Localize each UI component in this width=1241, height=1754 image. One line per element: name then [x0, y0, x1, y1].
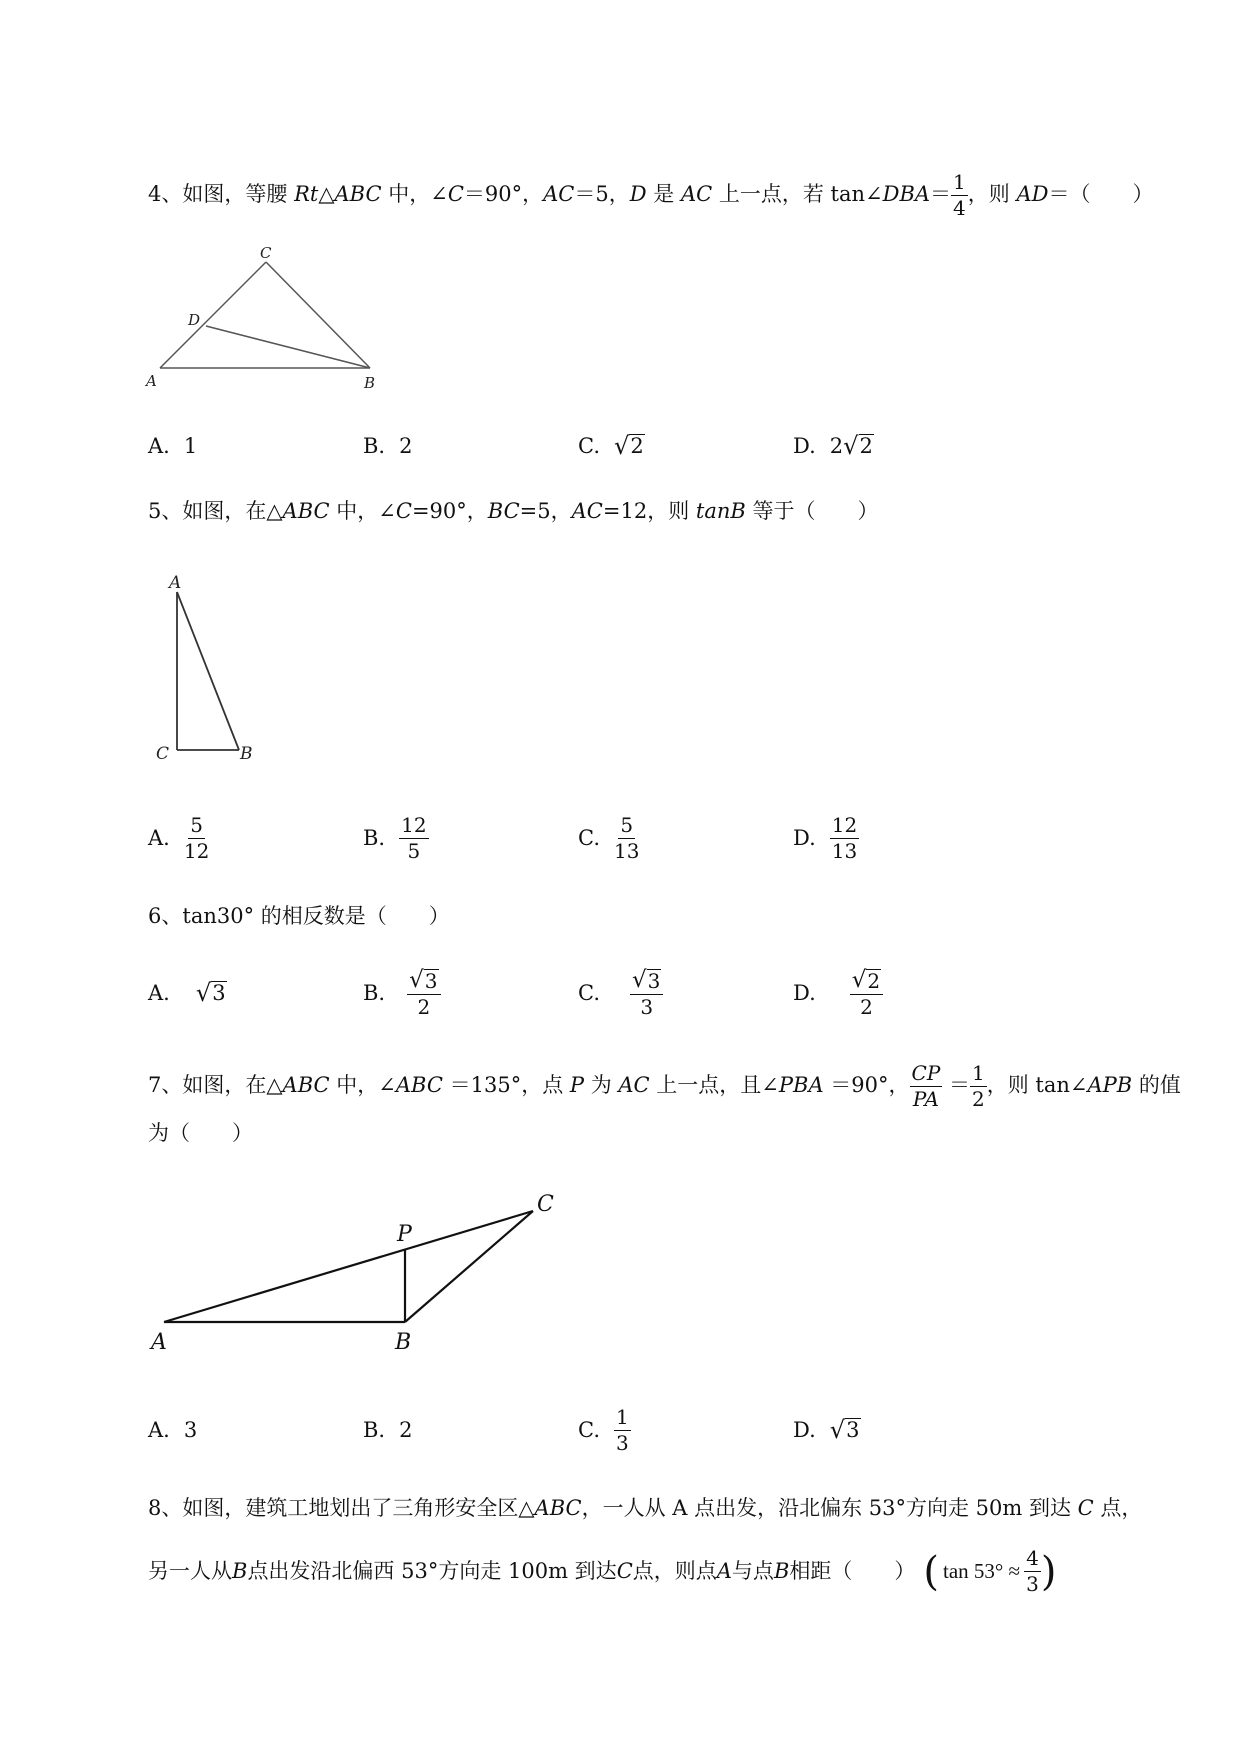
vertex-label-b: B	[364, 374, 376, 392]
vertex-label-a: A	[151, 1330, 167, 1355]
vertex-label-b: B	[240, 744, 253, 764]
question-6-stem: 6、tan30° 的相反数是（ ）	[148, 904, 450, 928]
option-c[interactable]: C. √ 3 3	[578, 963, 663, 1023]
fraction-one-half: $\frac{1}{2}$	[971, 1061, 985, 1111]
figure-q7-triangle	[145, 1185, 575, 1360]
segment-ac	[160, 262, 266, 368]
option-d[interactable]: D. $\frac{12}{13}$	[793, 812, 858, 863]
option-a[interactable]: A. 3	[148, 1418, 198, 1442]
option-b[interactable]: B. 2	[363, 1418, 413, 1442]
tan53-hint: ( tan 53° ≈ $\frac{4}{3}$ )	[923, 1546, 1057, 1596]
question-8-stem: 8、如图，建筑工地划出了三角形安全区△ABC，一人从 A 点出发，沿北偏东 53°方向走 50m 到达 C 点，	[148, 1496, 1143, 1520]
option-b[interactable]: B. $\frac{12}{5}$	[363, 812, 427, 863]
segment-ac	[164, 1211, 533, 1322]
option-c[interactable]: C. $\frac{5}{13}$	[578, 812, 640, 863]
segment-cb	[266, 262, 370, 368]
sqrt-expression: √ 2	[843, 431, 873, 460]
question-5-options	[148, 808, 1048, 868]
option-d[interactable]: D. 2 √ 2	[793, 431, 873, 460]
question-7-options	[148, 1400, 1048, 1460]
option-b[interactable]: B. √ 3 2	[363, 963, 441, 1023]
option-d[interactable]: D. √ 3	[793, 1415, 860, 1444]
figure-q4-triangle	[140, 240, 400, 395]
question-7-stem-line2: 为（ ）	[148, 1121, 253, 1145]
segment-db	[206, 326, 370, 368]
question-7-stem: 7、如图，在△ABC 中，∠ABC ＝135°，点 P 为 AC 上一点，且∠PBA ＝90°， $\frac{CP}{PA}$ ＝ $\frac{1}{2}$ ，则 tan∠APB 的值	[148, 1061, 1181, 1111]
option-c[interactable]: C. √ 2	[578, 431, 644, 460]
fraction-one-quarter: $\frac{1}{4}$	[953, 170, 966, 220]
option-d[interactable]: D. √ 2 2	[793, 963, 883, 1023]
vertex-label-b: B	[395, 1330, 412, 1355]
option-c[interactable]: C. $\frac{1}{3}$	[578, 1404, 629, 1455]
vertex-label-c: C	[537, 1192, 554, 1217]
vertex-label-a: A	[169, 573, 182, 593]
vertex-label-c: C	[260, 244, 272, 262]
sqrt-expression: √ 2	[614, 431, 644, 460]
option-a[interactable]: A. √ 3	[148, 978, 226, 1007]
segment-bc	[405, 1211, 533, 1322]
fraction-cp-over-pa: $\frac{CP}{PA}$	[911, 1061, 941, 1111]
vertex-label-d: D	[188, 311, 201, 329]
vertex-label-a: A	[146, 372, 157, 390]
option-a[interactable]: A. $\frac{5}{12}$	[148, 812, 210, 863]
question-4-stem: 4、如图，等腰 Rt△ABC 中，∠C＝90°，AC＝5，D 是 AC 上一点，若 tan∠DBA＝ $\frac{1}{4}$ ，则 AD＝（ ）	[148, 170, 1154, 220]
vertex-label-c: C	[156, 744, 170, 764]
option-a[interactable]: A. 1	[148, 434, 198, 458]
figure-q5-triangle	[150, 570, 270, 765]
option-b[interactable]: B. 2	[363, 434, 413, 458]
question-5-stem: 5、如图，在△ABC 中，∠C=90°，BC=5，AC=12，则 tanB 等于（ ）	[148, 499, 879, 523]
question-6-options	[148, 963, 1048, 1023]
segment-ab	[177, 592, 239, 750]
question-4-options	[148, 416, 1048, 476]
vertex-label-p: P	[397, 1222, 412, 1247]
question-8-stem-line2: 另一人从 B 点出发沿北偏西 53°方向走 100m 到达 C 点，则点 A 与点 B 相距（ ） ( tan 53° ≈ $\frac{4}{3}$ )	[148, 1546, 1057, 1596]
